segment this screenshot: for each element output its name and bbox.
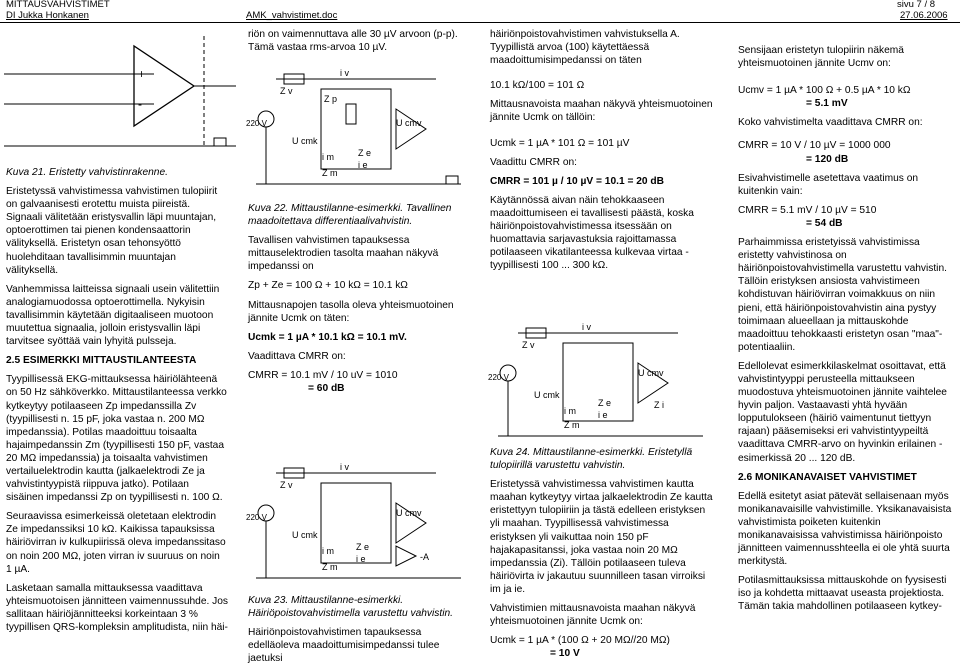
paragraph: Vanhemmissa laitteissa signaali usein välitettiin analogiamuodossa optoerottimella. Nykyisin tavallisimmin käytetään digitaaliseen muotoon muutettua signaalia, jolloin eristysvallin läpi tarvitsee syöttää vain lyhyitä pulsseja. [6, 283, 220, 348]
figure-21-isolated-amplifier [4, 26, 236, 154]
label: U cmv [396, 508, 422, 518]
label: i e [598, 410, 608, 420]
paragraph: Tämä vastaa rms-arvoa 10 µV. [248, 42, 388, 54]
paragraph: Potilasmittauksissa mittauskohde on fyysisesti iso ja kohdetta mittaavat useasta projektiosta. Tämän takia mahdollinen potilaaseen kytkey- [738, 575, 947, 613]
equation: CMRR = 5.1 mV / 10 µV = 510 [738, 204, 877, 216]
paragraph: Sensijaan eristetyn tulopiirin näkemä yhteismuotoinen jännite Ucmv on: [738, 45, 904, 70]
paragraph: riön on vaimennuttava alle 30 µV arvoon (p-p). [248, 29, 458, 40]
paragraph: häiriönpoistovahvistimen vahvistuksella A. Tyypillistä arvoa (100) käytettäessä maadoittumisimpedanssi on täten [490, 29, 680, 67]
paragraph: Esivahvistimelle asetettava vaatimus on kuitenkin vain: [738, 172, 919, 197]
label: Z e [598, 398, 612, 408]
label: U cmv [396, 118, 422, 128]
column-3-bottom [490, 446, 714, 666]
equation: = 54 dB [806, 217, 843, 229]
paragraph: Eristetyssä vahvistimessa vahvistimen kautta maahan kytkeytyy virtaa jalkaelektrodin Ze kautta eristettyyn tulopiiriin ja tästä edelleen eristyksen yli maahan. Tyypillisessä vahvistimessa eristyksen yli vaikuttaa noin 150 pF hajakapasitanssi, joka vastaa noin 20 MΩ impedanssia (Zi). Tällöin potilaaseen tuleva häiriövirta iv jakautuu suunnilleen tasan virroiksi im ja ie. [490, 479, 713, 595]
paragraph: Seuraavissa esimerkeissä oletetaan elektrodin Ze impedanssiksi 10 kΩ. Kaikissa tapauksissa häiriövirran iv kulkupiirissä oleva impedanssitaso on noin 200 MΩ, joten virran iv suuruus on noin 1 µA. [6, 511, 226, 575]
label: U cmk [292, 530, 318, 540]
svg-text:+: + [138, 67, 146, 81]
paragraph: Edellolevat esimerkkilaskelmat osoittavat, että vahvistintyyppi perusteella mittaukseen muodostuva yhteismuotoinen jännite vaihtelee hyvin paljon. Vastaavasti yhtä hyvään lopputulokseen (häiriö vaimentunut tiettyyn rajaan) pääsemiseksi eri vahvistintyypeiltä vaadittava CMRR-arvo on hyvinkin erilainen - esimerkissä 20 ... 120 dB. [738, 360, 947, 464]
equation: Ucmv = 1 µA * 100 Ω + 0.5 µA * 10 kΩ [738, 85, 911, 97]
label: Z e [356, 542, 370, 552]
figure-22-caption: Kuva 22. Mittaustilanne-esimerkki. Tavallinen maadoitettava differentiaalivahvistin. [248, 203, 452, 228]
label: 220 V [246, 513, 267, 522]
header-title: MITTAUSVAHVISTIMET [6, 0, 110, 10]
paragraph: Eristetyssä vahvistimessa vahvistimen tulopiirit on galvaanisesti erotettu muista piireistä. Signaali välitetään eristysvallin läpi muuntajan, optoerottimen tai pienen kondensaattorin välityksellä. Eristetyn osan tehonsyöttö huolehditaan tavallisimmin muuntajan välityksellä. [6, 186, 218, 276]
equation: Ucmk = 1 µA * 10.1 kΩ = 10.1 mV. [248, 331, 407, 343]
label: U cmk [534, 390, 560, 400]
label: i e [356, 554, 366, 564]
page-header [0, 0, 960, 23]
paragraph: Tyypillisessä EKG-mittauksessa häiriölähteenä on 50 Hz sähköverkko. Mittaustilanteessa verkko kytkeytyy potilaaseen Zp impedanssilla Zv (tyypillisesti n. 15 pF, joka vastaa n. 200 MΩ impedanssia). Potilas maadoittuu toisaalta hajaimpedanssin Zm (tyypillisesti 150 pF, vastaa 20 MΩ impedanssia) ja toisaalta vahvistimen vertailuelektrodin kautta (jalkaelektrodi Ze ja vahvistintyypistä riippuva jatko). Potilaan sisäinen impedanssi Zp on tyypillisesti n. 100 Ω. [6, 374, 227, 504]
figure-22-circuit [246, 64, 468, 192]
figure-24-circuit [488, 318, 710, 442]
figure-23-circuit [246, 458, 468, 586]
label: Z i [654, 400, 664, 410]
equation: = 60 dB [308, 383, 345, 395]
equation: Zp + Ze = 100 Ω + 10 kΩ = 10.1 kΩ [248, 280, 408, 292]
column-3 [490, 28, 714, 278]
section-heading: 2.6 MONIKANAVAISET VAHVISTIMET [738, 471, 917, 483]
label: 220 V [488, 373, 509, 382]
label: Z e [358, 148, 372, 158]
column-4 [738, 44, 956, 620]
paragraph: Häiriönpoistovahvistimen tapauksessa edelläoleva maadoittumisimpedanssi tulee jaetuksi [248, 627, 440, 665]
label: i v [340, 462, 349, 472]
header-author: DI Jukka Honkanen [6, 10, 89, 21]
equation: 10.1 kΩ/100 = 101 Ω [490, 80, 585, 92]
label: Z v [280, 86, 293, 96]
figure-23-caption: Kuva 23. Mittaustilanne-esimerkki. Häiriöpoistovahvistimella varustettu vahvistin. [248, 595, 453, 620]
paragraph: Parhaimmissa eristetyissä vahvistimissa eristetty vahvistinosa on häiriönpoistovahvistimella varustettu vahvistin. Tällöin eristyksen ansiosta vahvistimeen kohdistuvan häiriövirran voimakkuus on niin pieni, että häiriönpoistovahvistin aina pystyy toimimaan alueellaan ja mittauskohde maadoittuu tehokkaasti eristetyn osan "maa"-potentiaaliin. [738, 237, 947, 353]
label: U cmv [638, 368, 664, 378]
column-2-top [248, 28, 470, 54]
paragraph: Vahvistimien mittausnavoista maahan näkyvä yhteismuotoinen jännite Ucmk on: [490, 603, 696, 628]
label: Z m [564, 420, 580, 430]
equation: CMRR = 10.1 mV / 10 uV = 1010 [248, 369, 398, 381]
paragraph: Vaadittu CMRR on: [490, 156, 578, 168]
paragraph: Käytännössä aivan näin tehokkaaseen maadoittumiseen ei tavallisesti päästä, koska häiriönpoistovahvistimessa itsessään on huomattavia sarjavastuksia rajoittamassa potilaaseen vikatilanteessa kulkevaa virtaa - tyypillisesti 100 ... 300 kΩ. [490, 194, 694, 272]
paragraph: Mittausnavoista maahan näkyvä yhteismuotoinen jännite Ucmk on tällöin: [490, 99, 713, 124]
section-heading: 2.5 ESIMERKKI MITTAUSTILANTEESTA [6, 355, 197, 367]
label: Z p [324, 94, 338, 104]
label: i v [340, 68, 349, 78]
label: Z m [322, 168, 338, 178]
paragraph: Vaadittava CMRR on: [248, 350, 346, 362]
paragraph: Mittausnapojen tasolla oleva yhteismuotoinen jännite Ucmk on täten: [248, 299, 454, 324]
label: i m [322, 152, 334, 162]
figure-21-caption: Kuva 21. Eristetty vahvistinrakenne. [6, 167, 168, 178]
label: Z v [280, 480, 293, 490]
label: i v [582, 322, 591, 332]
paragraph: Edellä esitetyt asiat pätevät sellaisenaan myös monikanavaisille vahvistimille. Yksikanavaisista vahvistimista poiketen kuitenkin monikanavaisissa vahvistimissa häiriönpoisto jännitteen vaimennusshteella ei ole yhtä suurta merkitystä. [738, 490, 952, 568]
equation: = 10 V [550, 648, 580, 660]
label: i m [322, 546, 334, 556]
label: Z m [322, 562, 338, 572]
equation: CMRR = 101 µ / 10 µV = 10.1 = 20 dB [490, 175, 664, 187]
column-1 [6, 166, 228, 640]
equation: Ucmk = 1 µA * (100 Ω + 20 MΩ//20 MΩ) [490, 635, 670, 647]
label: Z v [522, 340, 535, 350]
header-page: sivu 7 / 8 [897, 0, 936, 10]
paragraph: Lasketaan samalla mittauksessa vaadittava yhteismuotoisen jännitteen vaimennussuhde. Jos sallitaan häiriöjännitteeksi korkeintaan 3 % tyypillisen QRS-kompleksin amplitudista, niin häi- [6, 582, 228, 633]
column-2 [248, 202, 470, 401]
svg-text:-: - [138, 97, 142, 111]
label: U cmk [292, 136, 318, 146]
paragraph: Tavallisen vahvistimen tapauksessa mittauselektrodien tasolta maahan näkyvä impedanssi on [248, 235, 439, 273]
label: 220 V [246, 119, 267, 128]
equation: = 5.1 mV [806, 98, 848, 110]
equation: = 120 dB [806, 153, 849, 165]
header-date: 27.06.2006 [900, 10, 948, 21]
equation: CMRR = 10 V / 10 µV = 1000 000 [738, 140, 891, 152]
figure-24-caption: Kuva 24. Mittaustilanne-esimerkki. Eristetyllä tulopiirillä varustettu vahvistin. [490, 447, 693, 472]
label: i e [358, 160, 368, 170]
header-file: AMK_vahvistimet.doc [246, 10, 338, 21]
label: -A [420, 552, 429, 562]
column-2-bottom [248, 594, 470, 671]
paragraph: Koko vahvistimelta vaadittava CMRR on: [738, 117, 923, 129]
equation: Ucmk = 1 µA * 101 Ω = 101 µV [490, 137, 630, 149]
label: i m [564, 406, 576, 416]
